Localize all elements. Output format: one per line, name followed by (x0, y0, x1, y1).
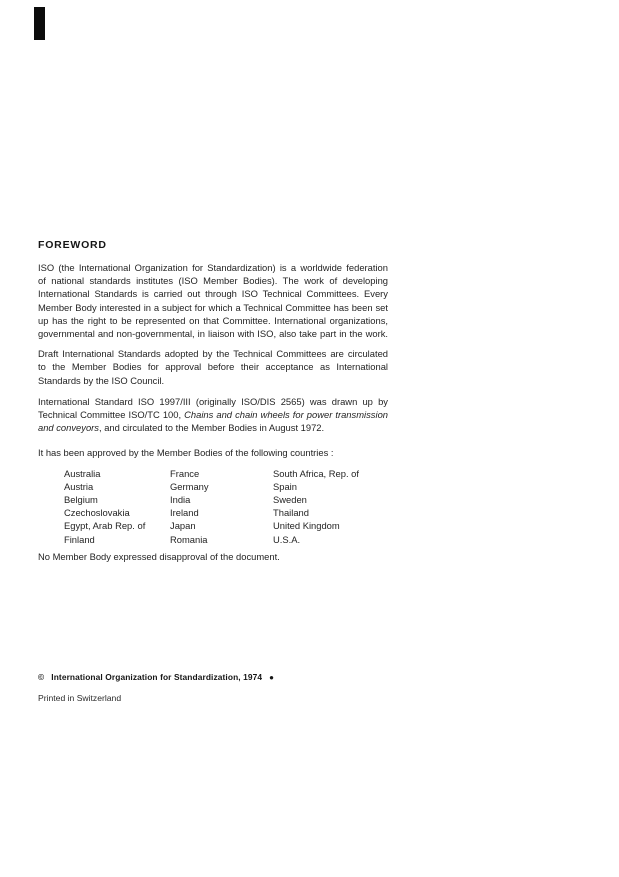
country-item: South Africa, Rep. of (273, 467, 359, 479)
bullet-icon: ● (269, 673, 275, 682)
copyright-icon: © (38, 672, 45, 682)
country-list (38, 467, 388, 546)
country-item: Germany (170, 480, 209, 492)
text-line: Draft International Standards adopted by the Technical Committees are circulated (38, 348, 388, 360)
country-column-1 (64, 467, 170, 546)
text-fragment: Technical Committee ISO/TC 100, (38, 409, 185, 421)
country-item: Belgium (64, 494, 98, 506)
text-line: of national standards institutes (ISO Member Bodies). The work of developing (38, 275, 388, 287)
country-item: Spain (273, 480, 297, 492)
country-item: Japan (170, 520, 196, 532)
country-item: Finland (64, 533, 95, 545)
country-item: France (170, 467, 200, 479)
approval-intro: It has been approved by the Member Bodies of the following countries : (38, 447, 334, 459)
text-line: to the Member Bodies for approval before their acceptance as International (38, 361, 388, 373)
text-line: Member Body interested in a subject for which a Technical Committee has been set (38, 301, 388, 313)
country-item: Thailand (273, 507, 309, 519)
paragraph-draft-standards (38, 347, 388, 387)
text-line: International Standard ISO 1997/III (originally ISO/DIS 2565) was drawn up by (38, 395, 388, 407)
text-line: ISO (the International Organization for Standardization) is a worldwide federation (38, 262, 388, 273)
text-line: governmental and non-governmental, in liaison with ISO, also take part in the work. (38, 328, 388, 340)
printed-in-note: Printed in Switzerland (38, 693, 122, 703)
country-item: Sweden (273, 494, 307, 506)
paragraph-standard-origin (38, 395, 388, 435)
country-item: Egypt, Arab Rep. of (64, 520, 146, 532)
standard-title-italic: Chains and chain wheels for power transmission (184, 409, 388, 421)
foreword-title: FOREWORD (38, 239, 107, 251)
country-item: U.S.A. (273, 533, 301, 545)
copyright-text: International Organization for Standardization, 1974 (51, 672, 263, 682)
country-item: United Kingdom (273, 520, 340, 532)
text-line (38, 408, 388, 421)
registration-mark (34, 7, 45, 40)
text-fragment: , and circulated to the Member Bodies in August 1972. (98, 422, 325, 434)
text-line: up has the right to be represented on that Committee. International organizations, (38, 314, 388, 326)
text-line: International Standards is carried out through ISO Technical Committees. Every (38, 288, 388, 300)
country-item: Czechoslovakia (64, 507, 130, 519)
country-item: Austria (64, 480, 94, 492)
country-item: India (170, 494, 191, 506)
paragraph-iso-federation (38, 261, 388, 340)
country-item: Australia (64, 467, 101, 479)
text-line: Standards by the ISO Council. (38, 374, 165, 386)
standard-title-italic: and conveyors (38, 422, 99, 434)
country-column-3 (273, 467, 388, 546)
copyright-line (38, 672, 274, 682)
country-item: Ireland (170, 507, 199, 519)
foreword-section (38, 239, 388, 563)
text-line (38, 421, 388, 434)
country-item: Romania (170, 533, 208, 545)
country-column-2 (170, 467, 273, 546)
no-disapproval-note: No Member Body expressed disapproval of the document. (38, 550, 280, 562)
